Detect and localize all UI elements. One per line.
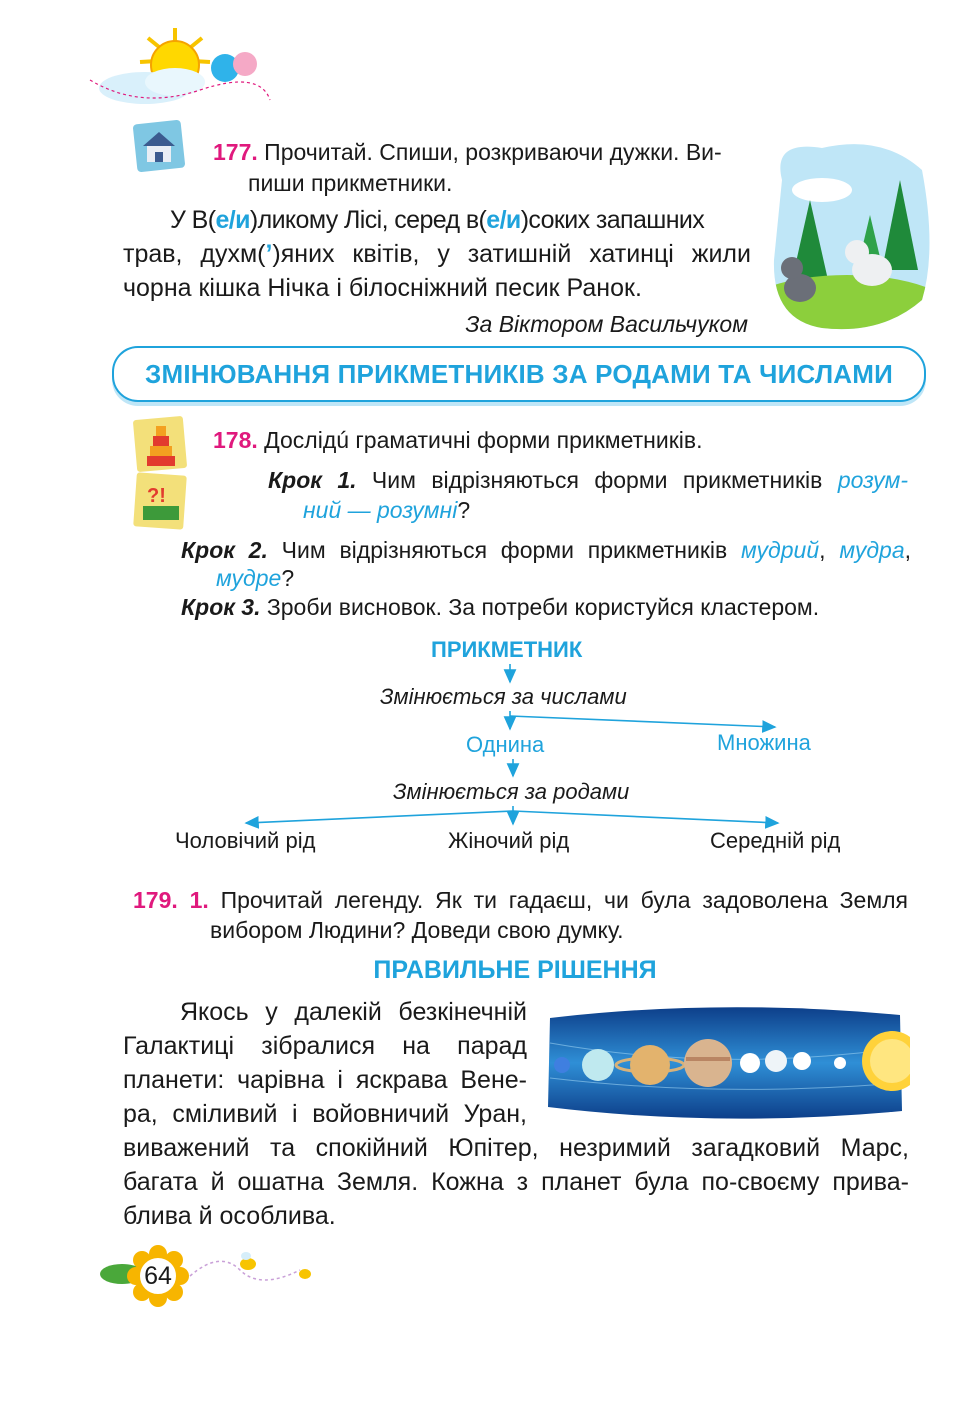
cluster-singular: Однина xyxy=(466,732,545,757)
cluster-masculine: Чоловічий рід xyxy=(175,828,316,853)
author: За Віктором Васильчуком xyxy=(465,311,748,337)
cluster-plural: Множина xyxy=(717,730,811,755)
section-heading-text: ЗМІНЮВАННЯ ПРИКМЕТНИКІВ ЗА РОДАМИ ТА ЧИСЛАМИ xyxy=(144,358,894,389)
story-line: планети: чарівна і яскрава Вене- xyxy=(123,1066,527,1094)
ex177-text-line3: чорна кішка Нічка і білосніжний песик Ранок. xyxy=(123,274,642,302)
instruction-text: Прочитай. Спиши, розкриваючи дужки. Ви- xyxy=(264,139,722,165)
story-line: блива й особлива. xyxy=(123,1202,336,1230)
story-line: Галактиці зібралися на парад xyxy=(123,1032,527,1060)
exercise-number: 178. xyxy=(213,427,258,453)
svg-text:?!: ?! xyxy=(147,485,166,507)
exercise-number: 177. xyxy=(213,139,258,165)
step1-line2: ний — розумні? xyxy=(303,497,471,523)
ex177-text-line2: трав, духм(’)яних квітів, у затишній хатинці жили xyxy=(123,240,751,268)
ex179-instruction-cont: вибором Людини? Доведи свою думку. xyxy=(210,917,624,943)
story-line: Якось у далекій безкінечній xyxy=(180,998,527,1026)
step1-line1: Крок 1. Чим відрізняються форми прикметників розум- xyxy=(268,467,908,493)
cluster-root: ПРИКМЕТНИК xyxy=(431,637,583,662)
ex179-instruction xyxy=(133,885,908,916)
instruction-text: Прочитай легенду. Як ти гадаєш, чи була задоволена Земля xyxy=(220,887,909,913)
story-title: ПРАВИЛЬНЕ РІШЕННЯ xyxy=(373,956,657,984)
cluster-changes-number: Змінюється за числами xyxy=(380,684,627,709)
step3: Крок 3. Зроби висновок. За потреби користуйся кластером. xyxy=(181,594,820,620)
ex177-text-line1: У В(е/и)ликому Лісі, серед в(е/и)соких запашних xyxy=(170,206,705,234)
story-line: ра, сміливий і войовничий Уран, xyxy=(123,1100,527,1128)
step2-line2: мудре? xyxy=(216,565,295,591)
cluster-changes-gender: Змінюється за родами xyxy=(393,779,630,804)
instruction-text: Дослідú граматичні форми прикметників. xyxy=(264,427,703,453)
ex177-instruction-cont: пиши прикметники. xyxy=(248,170,453,196)
flower-page-icon xyxy=(100,1240,330,1310)
bee-icon xyxy=(240,1252,311,1279)
story-line: багата й ошатна Земля. Кожна з планет була по-своєму прива- xyxy=(123,1168,909,1196)
solar-system-illustration xyxy=(540,1003,910,1123)
exercise-number: 179. 1. xyxy=(133,887,209,913)
step2-line1: Крок 2. Чим відрізняються форми прикметників мудрий, мудра, xyxy=(181,537,912,563)
cluster-neuter: Середній рід xyxy=(710,828,841,853)
page-number: 64 xyxy=(144,1262,172,1290)
story-line: виважений та спокійний Юпітер, незримий загадковий Марс, xyxy=(123,1134,909,1162)
cluster-feminine: Жіночий рід xyxy=(448,828,570,853)
